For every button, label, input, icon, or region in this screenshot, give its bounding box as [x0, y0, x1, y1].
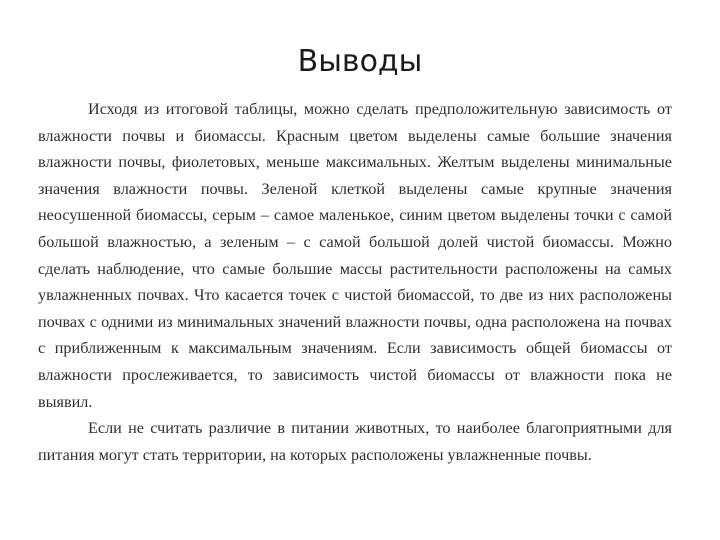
paragraph-recommendation: Если не считать различие в питании животных, то наиболее благоприятными для питания могут стать территории, на которых расположены увлажненные почвы. — [38, 419, 672, 464]
paragraph-conclusions: Исходя из итоговой таблицы, можно сделать предположительную зависимость от влажности почвы и биомассы. Красным цветом выделены самые большие значения влажности почвы, фиолетовых, меньше максимальных. Желтым выделены минимальные значения влажности почвы. Зеленой клеткой выделены самые крупные значения неосушенной биомассы, серым – самое маленькое, синим цветом выделены точки с самой большой влажностью, а зеленым – с самой большой долей чистой биомассы. Можно сделать наблюдение, что самые большие массы растительности расположены на самых увлажненных почвах. Что касается точек с чистой биомассой, то две из них расположены почвах с одними из минимальных значений влажности почвы, одна расположена на почвах с приближенным к максимальным значениям. Если зависимость общей биомассы от влажности прослеживается, то зависимость чистой биомассы от влажности пока не выявил. — [38, 100, 672, 411]
slide-title: Выводы — [297, 44, 423, 79]
slide-body — [38, 96, 672, 468]
